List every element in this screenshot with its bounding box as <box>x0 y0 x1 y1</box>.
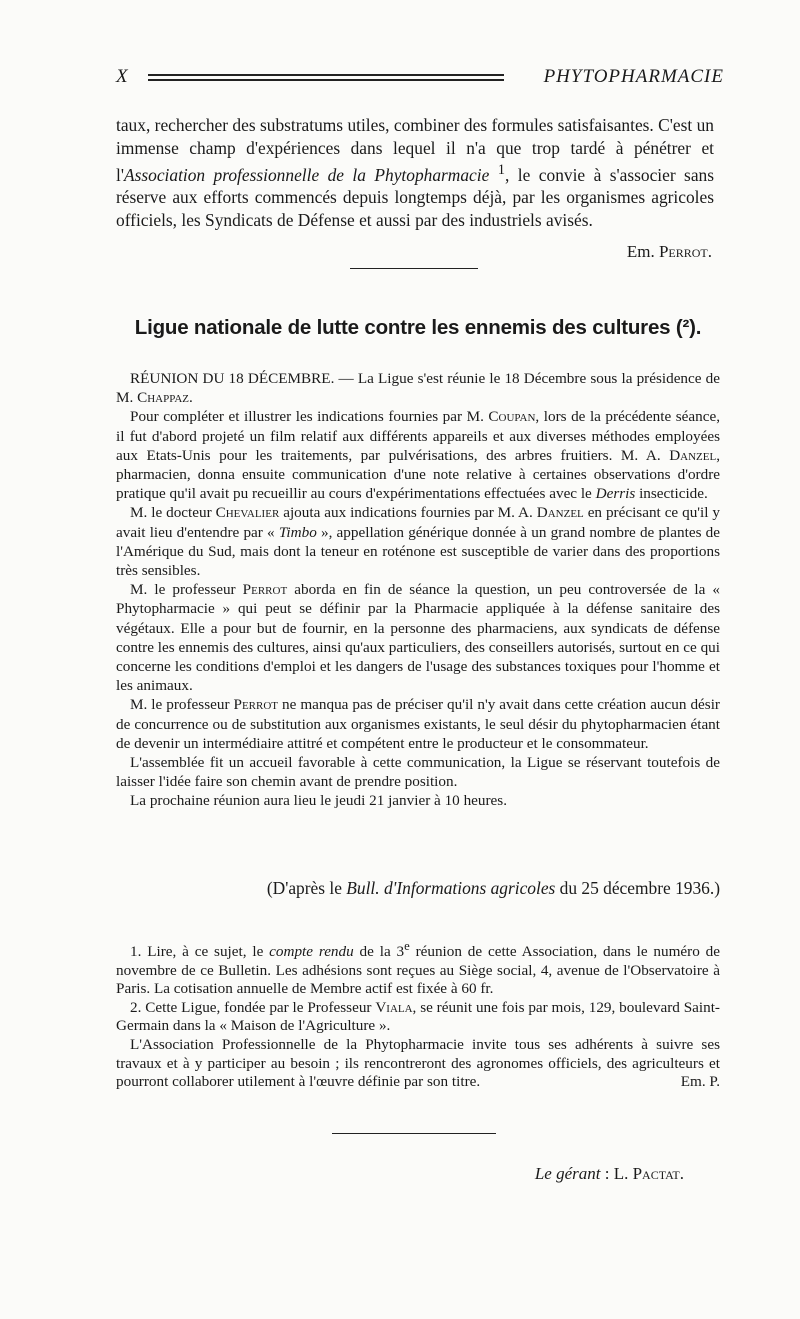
footnote <box>116 937 720 999</box>
p5-b: ne manqua pas de préciser qu'il n'y avait dans cette création aucun désir de concurrence ou de substitution aux organismes existants, le seul désir du phytopharmacien étant de devenir un intermédiaire attitré et compétent entre le producteur et le consommateur. <box>116 696 720 752</box>
signature-name: Perrot. <box>658 242 712 261</box>
article-paragraph <box>116 503 720 580</box>
intro-paragraph <box>116 114 714 231</box>
article-paragraph: L'assemblée fit un accueil favorable à cette communication, la Ligue se réservant toutefois de laisser l'idée faire son chemin avant de prendre position. <box>116 754 720 791</box>
intro-text-before: taux, rechercher des substratums utiles, combiner des formules satisfaisantes. C'est un immense champ d'expériences dans lequel il n'a que trop tardé à pénétrer et l' <box>116 115 714 185</box>
article-paragraph <box>116 695 720 753</box>
footnote-signature: Em. P. <box>680 1073 720 1091</box>
n1-a: 1. Lire, à ce sujet, le <box>130 943 270 961</box>
intro-italic: Association professionnelle de la Phytopharmacie <box>123 164 490 185</box>
p2-name2: Danzel, <box>669 446 720 464</box>
source-italic: Bull. d'Informations agricoles <box>346 878 556 898</box>
footnote-association-notice <box>116 1036 720 1092</box>
p5-a: M. le professeur <box>130 696 234 714</box>
article-paragraph <box>116 580 720 695</box>
n2-name: Viala, <box>375 998 417 1016</box>
p3-a: M. le docteur <box>130 504 216 522</box>
p2-a: Pour compléter et illustrer les indications fournies par M. <box>130 408 489 426</box>
p3-d: », appellation générique donnée à un grand nombre de plantes de l'Amérique du Sud, mais dont la teneur en roténone est susceptible de varier dans des proportions très sensibles. <box>116 523 720 580</box>
n3-text: L'Association Professionnelle de la Phytopharmacie invite tous ses adhérents à suivre ses travaux et à y participer au besoin ; ils rencontreront des agronomes officiels, des agriculteurs et pourront collaborer utilement à l'œuvre définie par son titre. <box>116 1036 720 1091</box>
n2-b: se réunit une fois par mois, 129, boulevard Saint-Germain dans la « Maison de l'Agriculture ». <box>116 998 720 1035</box>
gerant-sep: : <box>600 1164 614 1183</box>
p3-c: en précisant ce qu'il y avait lieu d'entendre par « <box>116 504 720 541</box>
n1-c: réunion de cette Association, dans le numéro de novembre de ce Bulletin. Les adhésions sont reçues au Siège social, 4, avenue de l'Observatoire à Paris. La cotisation annuelle de Membre actif est fixée à 60 fr. <box>116 943 720 998</box>
header-rule <box>148 74 504 81</box>
p1-text: — La Ligue s'est réunie le 18 Décembre sous la présidence de M. <box>116 370 720 407</box>
gerant-label: Le gérant <box>534 1164 601 1183</box>
source-a: (D'après le <box>266 878 347 898</box>
p4-a: M. le professeur <box>130 581 243 599</box>
article-title: Ligue nationale de lutte contre les ennemis des cultures (²). <box>134 316 702 339</box>
end-divider <box>332 1133 496 1134</box>
p2-italic: Derris <box>595 485 636 503</box>
intro-text-after: , le convie à s'associer sans réserve aux efforts commencés depuis longtemps déjà, par les organismes agricoles officiels, les Syndicats de Défense et aussi par des industriels avisés. <box>116 164 715 230</box>
footnotes <box>116 937 720 1092</box>
n1-italic: compte rendu <box>269 943 354 961</box>
gerant-name: Pactat. <box>632 1164 684 1183</box>
article-paragraph: La prochaine réunion aura lieu le jeudi 21 janvier à 10 heures. <box>130 792 508 810</box>
p5-name: Perrot <box>233 696 279 714</box>
source-b: du 25 décembre 1936.) <box>555 878 720 898</box>
p3-b: ajouta aux indications fournies par M. A. <box>279 504 537 522</box>
running-head: PHYTOPHARMACIE <box>543 66 724 87</box>
colophon <box>535 1164 684 1184</box>
p2-d: insecticide. <box>635 485 708 503</box>
signature-em: Em. <box>626 242 655 261</box>
intro-signature <box>627 242 712 262</box>
meeting-lead: RÉUNION DU 18 DÉCEMBRE. <box>130 370 335 387</box>
footnote-mark: 1 <box>497 162 506 178</box>
p4-name: Perrot <box>242 581 288 599</box>
p3-name2: Danzel <box>536 504 584 522</box>
p3-name1: Chevalier <box>215 504 280 522</box>
n1-sup: e <box>404 939 410 953</box>
article-body <box>116 369 720 811</box>
n2-a: 2. Cette Ligue, fondée par le Professeur <box>130 998 376 1016</box>
p2-b: lors de la précédente séance, il fut d'abord projeté un film relatif aux différents appareils et aux diverses méthodes employées aux Etats-Unis pour les traitements, par pulvérisations, des arbres fruitiers. M. A. <box>116 408 720 464</box>
page-header <box>116 66 724 90</box>
article-paragraph <box>116 369 720 407</box>
p2-name1: Coupan, <box>488 408 540 426</box>
p3-italic: Timbo <box>278 523 317 541</box>
folio: X <box>116 66 128 87</box>
footnote <box>116 999 720 1036</box>
gerant-initial: L. <box>613 1164 629 1183</box>
article-paragraph <box>116 407 720 503</box>
section-divider <box>350 268 478 269</box>
n1-b: de la 3 <box>353 943 405 961</box>
p4-b: aborda en fin de séance la question, un peu controversée de la « Phytopharmacie » qui peut se définir par la Pharmacie appliquée à la défense sanitaire des végétaux. Elle a pour but de fournir, en la personne des pharmaciens, aux syndicats de défense contre les ennemis des cultures, ainsi qu'aux particuliers, des conseillers autorisés, surtout en ce qui concerne les conditions d'emploi et les dangers de l'usage des substances toxiques pour l'homme et les animaux. <box>116 581 720 695</box>
p1-name: Chappaz. <box>137 389 193 407</box>
p2-c: pharmacien, donna ensuite communication d'une note relative à certaines observations d'ordre pratique qu'il avait pu recueillir au cours d'expérimentations effectuées avec le <box>116 466 720 503</box>
article-source <box>116 878 720 899</box>
